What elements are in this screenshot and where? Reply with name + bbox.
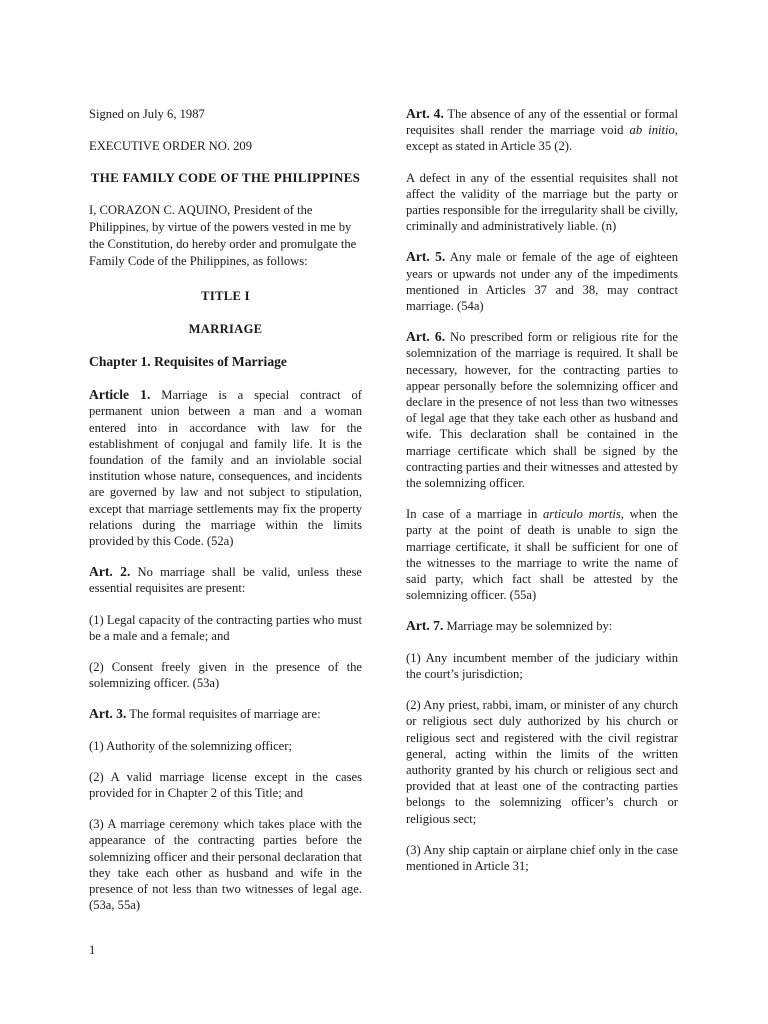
article-5-label: Art. 5. xyxy=(406,249,446,265)
article-6 xyxy=(406,329,678,491)
article-7-item-3: (3) Any ship captain or airplane chief only in the case mentioned in Article 31; xyxy=(406,842,678,873)
article-1-label: Article 1. xyxy=(89,387,151,403)
article-4-label: Art. 4. xyxy=(406,106,444,121)
left-column xyxy=(89,106,362,929)
article-3-label: Art. 3. xyxy=(89,706,127,722)
article-7-item-1: (1) Any incumbent member of the judiciary within the court’s jurisdiction; xyxy=(406,650,678,681)
preamble: I, CORAZON C. AQUINO, President of the Philippines, by virtue of the powers vested in me by the Constitution, do hereby order and promulgate the Family Code of the Philippines, as follows: xyxy=(89,202,357,268)
article-1 xyxy=(89,387,362,549)
article-3-text: The formal requisites of marriage are: xyxy=(126,707,321,722)
page-number: 1 xyxy=(89,943,96,957)
article-2-text: No marriage shall be valid, unless these essential requisites are present: xyxy=(89,565,363,596)
article-6-latin: articulo mortis xyxy=(543,507,621,522)
executive-order-number: EXECUTIVE ORDER NO. 209 xyxy=(89,139,253,154)
article-1-text: Marriage is a special contract of permanent union between a man and a woman entered into in accordance with law for the establishment of conjugal and family life. It is the foundation of the family and an inviolable social institution whose nature, consequences, and incidents are governed by law and not subject to stipulation, except that marriage settlements may fix the property relations during the marriage within the limits provided by this Code. (52a) xyxy=(89,388,362,549)
article-3 xyxy=(89,706,362,722)
article-7 xyxy=(406,618,678,634)
article-4-text: The absence of any of the essential or formal requisites shall render the marriage void xyxy=(406,107,678,138)
article-6-p2-end: , when the party at the point of death is unable to sign the marriage certificate, it shall be sufficient for one of the witnesses to the marriage to write the name of said party, which fact shall be attested by the solemnizing officer. (55a) xyxy=(406,507,678,603)
chapter-heading: Chapter 1. Requisites of Marriage xyxy=(89,354,287,370)
article-2-item-1: (1) Legal capacity of the contracting parties who must be a male and a female; and xyxy=(89,612,362,643)
article-4-paragraph-2: A defect in any of the essential requisites shall not affect the validity of the marriage but the party or parties responsible for the irregularity shall be civilly, criminally and administratively liable. (n) xyxy=(406,170,678,234)
code-title: THE FAMILY CODE OF THE PHILIPPINES xyxy=(90,170,361,186)
article-2 xyxy=(89,564,362,596)
right-column xyxy=(406,106,678,889)
article-3-item-1: (1) Authority of the solemnizing officer; xyxy=(89,738,292,753)
article-2-item-2: (2) Consent freely given in the presence of the solemnizing officer. (53a) xyxy=(89,660,362,691)
article-3-item-2: (2) A valid marriage license except in the cases provided for in Chapter 2 of this Title; and xyxy=(89,769,362,801)
article-6-p2-start: In case of a marriage in xyxy=(406,507,543,522)
title-heading: TITLE I xyxy=(201,288,250,303)
article-6-text: No prescribed form or religious rite for the solemnization of the marriage is required. It shall be necessary, however, for the contracting parties to appear personally before the solemnizing officer and declare in the presence of not less than two witnesses of legal age that they take each other as husband and wife. This declaration shall be contained in the marriage certificate which shall be signed by the contracting parties and their witnesses and attested by the solemnizing officer. xyxy=(406,330,679,491)
article-3-item-3: (3) A marriage ceremony which takes place with the appearance of the contracting parties before the solemnizing officer and their personal declaration that they take each other as husband and wife in the presence of not less than two witnesses of legal age. (53a, 55a) xyxy=(89,817,362,913)
article-5-text: Any male or female of the age of eighteen years or upwards not under any of the impediments mentioned in Articles 37 and 38, may contract marriage. (54a) xyxy=(406,250,678,314)
article-6-label: Art. 6. xyxy=(406,329,446,345)
article-4-latin: ab initio xyxy=(629,123,675,138)
article-5 xyxy=(406,249,678,314)
article-7-text: Marriage may be solemnized by: xyxy=(443,619,613,634)
title-subheading: MARRIAGE xyxy=(188,321,263,336)
article-2-label: Art. 2. xyxy=(89,564,131,580)
article-4-text-end: , except as stated in Article 35 (2). xyxy=(406,123,678,154)
article-6-paragraph-2 xyxy=(406,506,678,603)
signed-date: Signed on July 6, 1987 xyxy=(89,107,205,121)
article-7-item-2: (2) Any priest, rabbi, imam, or minister of any church or religious sect duly authorized by his church or religious sect and registered with the civil registrar general, acting within the limits of the written authority granted by his church or religious sect and provided that at least one of the contracting parties belongs to the solemnizing officer’s church or religious sect; xyxy=(406,698,678,826)
article-4 xyxy=(406,106,678,155)
article-7-label: Art. 7. xyxy=(406,618,444,634)
